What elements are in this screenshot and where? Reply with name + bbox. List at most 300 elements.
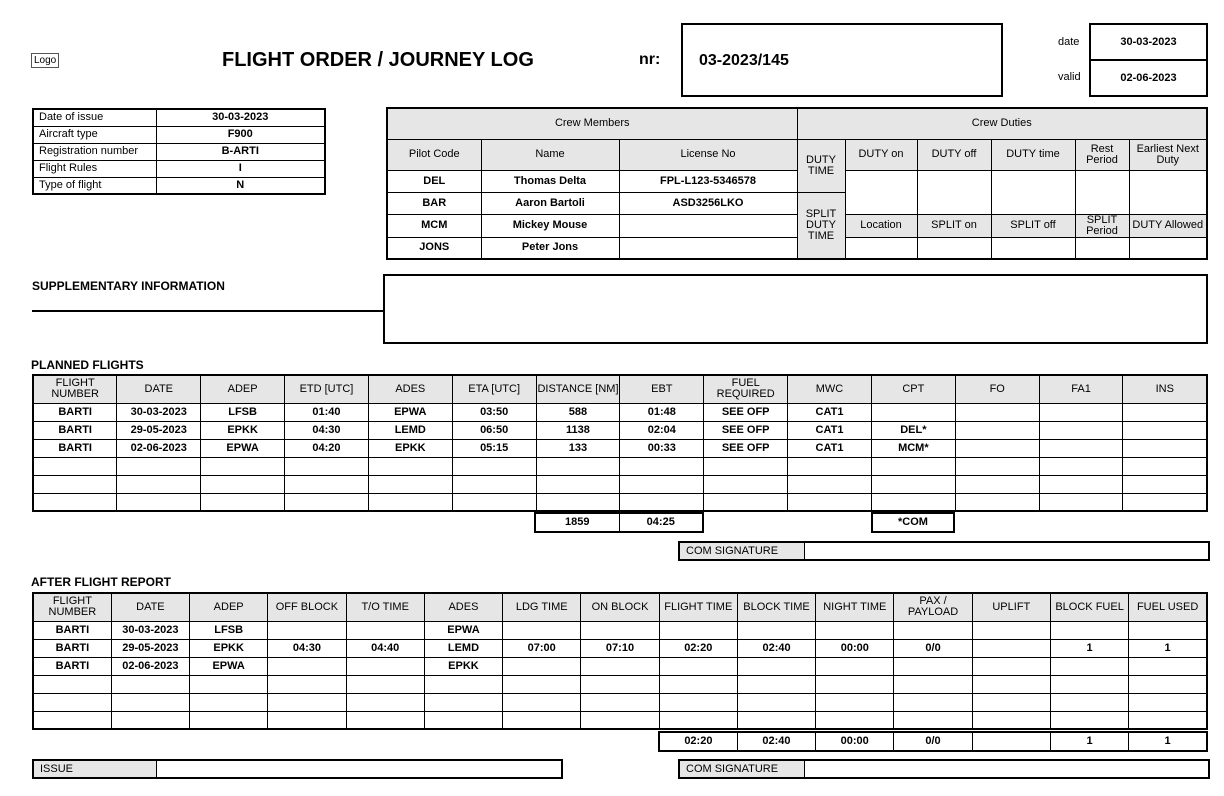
table-cell[interactable]: 07:00 — [503, 639, 581, 657]
valid-value[interactable]: 02-06-2023 — [1090, 60, 1207, 96]
table-cell[interactable] — [1123, 439, 1207, 457]
after-total-cell: 1 — [1129, 732, 1207, 751]
page-title: FLIGHT ORDER / JOURNEY LOG — [222, 49, 534, 71]
crew-license: ASD3256LKO — [619, 192, 797, 214]
table-cell[interactable] — [117, 457, 201, 475]
after-totals — [658, 731, 1208, 752]
crew-license — [619, 237, 797, 259]
table-cell[interactable] — [33, 675, 111, 693]
after-com-signature — [678, 759, 1210, 779]
date-value[interactable]: 30-03-2023 — [1090, 24, 1207, 60]
duty-header-time: DUTY time — [991, 139, 1075, 170]
table-cell[interactable]: 07:10 — [581, 639, 659, 657]
table-cell[interactable]: 30-03-2023 — [117, 403, 201, 421]
table-cell[interactable] — [620, 457, 704, 475]
table-row — [33, 693, 1207, 711]
table-cell[interactable] — [268, 693, 346, 711]
table-cell[interactable] — [581, 657, 659, 675]
table-cell[interactable] — [871, 493, 955, 511]
table-cell[interactable] — [268, 621, 346, 639]
table-cell[interactable] — [581, 621, 659, 639]
duty-header-rest: Rest Period — [1075, 139, 1129, 170]
date-valid-table — [1089, 23, 1208, 97]
table-cell[interactable]: 02-06-2023 — [117, 439, 201, 457]
nr-value: 03-2023/145 — [699, 52, 789, 69]
table-cell[interactable]: BARTI — [33, 403, 117, 421]
aircraft-info-label: Registration number — [33, 143, 156, 160]
table-cell[interactable] — [503, 657, 581, 675]
total-ebt: 04:25 — [619, 513, 703, 532]
planned-header: ETA [UTC] — [452, 375, 536, 403]
table-cell[interactable]: 1138 — [536, 421, 620, 439]
planned-header: CPT — [871, 375, 955, 403]
aircraft-info-row — [33, 160, 325, 177]
crew-code: JONS — [387, 237, 481, 259]
duty-time-label: DUTY TIME — [797, 139, 845, 192]
aircraft-info-label: Date of issue — [33, 109, 156, 126]
table-cell[interactable] — [1039, 439, 1123, 457]
table-cell[interactable] — [1039, 475, 1123, 493]
table-cell[interactable] — [581, 693, 659, 711]
table-cell[interactable]: EPKK — [190, 639, 268, 657]
table-cell[interactable] — [871, 475, 955, 493]
planned-header: FA1 — [1039, 375, 1123, 403]
table-cell[interactable] — [424, 675, 502, 693]
table-cell[interactable] — [1123, 457, 1207, 475]
table-cell[interactable]: 02-06-2023 — [111, 657, 189, 675]
table-cell[interactable]: 04:20 — [285, 439, 369, 457]
split-off-cell[interactable] — [991, 237, 1075, 259]
split-header-period: SPLIT Period — [1075, 214, 1129, 237]
table-cell[interactable] — [346, 621, 424, 639]
com-signature-label: COM SIGNATURE — [679, 760, 804, 778]
table-cell[interactable]: BARTI — [33, 421, 117, 439]
table-cell[interactable]: 01:40 — [285, 403, 369, 421]
table-cell[interactable] — [659, 657, 737, 675]
table-cell[interactable] — [1123, 493, 1207, 511]
table-cell[interactable] — [788, 457, 872, 475]
table-cell[interactable] — [503, 711, 581, 729]
crew-name: Thomas Delta — [481, 170, 619, 192]
table-cell[interactable] — [1129, 675, 1207, 693]
after-header: UPLIFT — [972, 593, 1050, 621]
table-cell[interactable] — [1129, 621, 1207, 639]
aircraft-info-table — [32, 108, 326, 195]
table-cell[interactable]: BARTI — [33, 639, 111, 657]
crew-members-title: Crew Members — [387, 108, 797, 139]
planned-flights-title: PLANNED FLIGHTS — [31, 358, 144, 372]
supplementary-title: SUPPLEMENTARY INFORMATION — [32, 279, 225, 293]
crew-duties-title: Crew Duties — [797, 108, 1207, 139]
com-signature-field[interactable] — [804, 760, 1209, 778]
table-cell[interactable] — [1039, 493, 1123, 511]
table-cell[interactable]: 00:00 — [816, 639, 894, 657]
crew-name: Mickey Mouse — [481, 214, 619, 237]
table-cell[interactable] — [1050, 693, 1128, 711]
table-cell[interactable]: EPWA — [190, 657, 268, 675]
after-total-cell: 02:20 — [659, 732, 737, 751]
table-cell[interactable]: MCM* — [871, 439, 955, 457]
crew-code: MCM — [387, 214, 481, 237]
table-cell[interactable] — [620, 493, 704, 511]
table-cell[interactable] — [737, 657, 815, 675]
table-cell[interactable] — [816, 711, 894, 729]
table-cell[interactable] — [1123, 475, 1207, 493]
table-cell[interactable]: 133 — [536, 439, 620, 457]
table-cell[interactable] — [737, 675, 815, 693]
table-cell[interactable] — [894, 693, 972, 711]
table-cell[interactable] — [894, 657, 972, 675]
table-cell[interactable] — [201, 493, 285, 511]
table-cell[interactable] — [955, 439, 1039, 457]
table-cell[interactable]: CAT1 — [788, 421, 872, 439]
table-cell[interactable] — [1123, 403, 1207, 421]
table-cell[interactable] — [659, 693, 737, 711]
after-flight-title: AFTER FLIGHT REPORT — [31, 575, 171, 589]
table-row — [33, 657, 1207, 675]
table-cell[interactable] — [368, 493, 452, 511]
nr-box[interactable] — [681, 23, 1003, 97]
split-location-cell[interactable] — [845, 237, 917, 259]
after-header: OFF BLOCK — [268, 593, 346, 621]
crew-header-name: Name — [481, 139, 619, 170]
crew-header-license: License No — [619, 139, 797, 170]
table-cell[interactable] — [972, 639, 1050, 657]
table-cell[interactable] — [972, 621, 1050, 639]
table-cell[interactable] — [871, 403, 955, 421]
table-cell[interactable] — [894, 675, 972, 693]
table-cell[interactable] — [1050, 675, 1128, 693]
planned-header: ADEP — [201, 375, 285, 403]
table-cell[interactable] — [503, 675, 581, 693]
com-note: *COM — [872, 513, 954, 532]
com-signature-field[interactable] — [804, 542, 1209, 560]
table-cell[interactable]: CAT1 — [788, 439, 872, 457]
table-cell[interactable]: 06:50 — [452, 421, 536, 439]
table-cell[interactable] — [424, 693, 502, 711]
table-cell[interactable] — [33, 493, 117, 511]
table-cell[interactable]: 04:30 — [268, 639, 346, 657]
table-cell[interactable]: SEE OFP — [704, 421, 788, 439]
split-on-cell[interactable] — [917, 237, 991, 259]
table-cell[interactable] — [424, 711, 502, 729]
planned-flights-table — [32, 374, 1208, 512]
planned-header: FUEL REQUIRED — [704, 375, 788, 403]
issue-field[interactable] — [156, 760, 562, 778]
table-cell[interactable] — [581, 711, 659, 729]
table-cell[interactable] — [1129, 657, 1207, 675]
after-flight-table — [32, 592, 1208, 730]
after-header: FLIGHT TIME — [659, 593, 737, 621]
table-cell[interactable] — [737, 693, 815, 711]
duty-time-cell[interactable] — [991, 170, 1075, 214]
table-cell[interactable] — [1123, 421, 1207, 439]
duty-next-cell[interactable] — [1129, 170, 1207, 214]
table-cell[interactable] — [788, 475, 872, 493]
table-cell[interactable] — [581, 675, 659, 693]
table-cell[interactable]: 02:04 — [620, 421, 704, 439]
duty-rest-cell[interactable] — [1075, 170, 1129, 214]
table-cell[interactable] — [972, 675, 1050, 693]
table-cell[interactable] — [503, 693, 581, 711]
crew-header-pilot-code: Pilot Code — [387, 139, 481, 170]
table-cell[interactable]: 01:48 — [620, 403, 704, 421]
table-cell[interactable]: 30-03-2023 — [111, 621, 189, 639]
table-cell[interactable]: 1 — [1050, 639, 1128, 657]
aircraft-info-value[interactable]: 30-03-2023 — [156, 109, 325, 126]
after-header: BLOCK TIME — [737, 593, 815, 621]
table-row — [33, 457, 1207, 475]
table-cell[interactable] — [346, 693, 424, 711]
table-cell[interactable] — [972, 693, 1050, 711]
table-cell[interactable] — [1050, 657, 1128, 675]
table-cell[interactable] — [503, 621, 581, 639]
split-header-on: SPLIT on — [917, 214, 991, 237]
table-row — [33, 439, 1207, 457]
table-cell[interactable]: DEL* — [871, 421, 955, 439]
table-cell[interactable] — [659, 621, 737, 639]
table-cell[interactable]: 588 — [536, 403, 620, 421]
table-cell[interactable]: CAT1 — [788, 403, 872, 421]
table-cell[interactable] — [1129, 693, 1207, 711]
table-cell[interactable] — [190, 675, 268, 693]
table-cell[interactable] — [33, 457, 117, 475]
table-cell[interactable] — [117, 493, 201, 511]
supplementary-box[interactable] — [383, 274, 1208, 344]
table-cell[interactable] — [346, 711, 424, 729]
aircraft-info-value[interactable]: N — [156, 177, 325, 194]
table-cell[interactable]: 1 — [1129, 639, 1207, 657]
split-header-allowed: DUTY Allowed — [1129, 214, 1207, 237]
table-cell[interactable] — [1039, 457, 1123, 475]
table-cell[interactable]: 04:40 — [346, 639, 424, 657]
table-cell[interactable]: LFSB — [190, 621, 268, 639]
table-cell[interactable] — [346, 657, 424, 675]
table-cell[interactable] — [737, 711, 815, 729]
table-cell[interactable] — [871, 457, 955, 475]
table-cell[interactable] — [955, 493, 1039, 511]
duty-off-cell[interactable] — [917, 170, 991, 214]
planned-com-signature — [678, 541, 1210, 561]
table-cell[interactable] — [1129, 711, 1207, 729]
table-cell[interactable] — [452, 493, 536, 511]
after-total-cell: 02:40 — [737, 732, 815, 751]
table-row — [33, 421, 1207, 439]
after-header: FUEL USED — [1129, 593, 1207, 621]
table-cell[interactable] — [955, 475, 1039, 493]
table-cell[interactable] — [33, 693, 111, 711]
crew-name: Peter Jons — [481, 237, 619, 259]
table-cell[interactable] — [704, 475, 788, 493]
table-cell[interactable] — [816, 693, 894, 711]
aircraft-info-row — [33, 109, 325, 126]
table-cell[interactable]: SEE OFP — [704, 439, 788, 457]
table-cell[interactable]: BARTI — [33, 439, 117, 457]
table-cell[interactable] — [536, 457, 620, 475]
table-cell[interactable] — [659, 675, 737, 693]
table-cell[interactable] — [368, 457, 452, 475]
table-cell[interactable] — [955, 403, 1039, 421]
table-cell[interactable] — [268, 675, 346, 693]
after-header: T/O TIME — [346, 593, 424, 621]
duty-header-off: DUTY off — [917, 139, 991, 170]
table-cell[interactable] — [285, 457, 369, 475]
table-cell[interactable] — [816, 657, 894, 675]
duty-on-cell[interactable] — [845, 170, 917, 214]
split-header-off: SPLIT off — [991, 214, 1075, 237]
table-cell[interactable] — [704, 457, 788, 475]
table-row — [33, 711, 1207, 729]
crew-license: FPL-L123-5346578 — [619, 170, 797, 192]
aircraft-info-row — [33, 143, 325, 160]
table-cell[interactable] — [536, 493, 620, 511]
after-header: LDG TIME — [503, 593, 581, 621]
table-cell[interactable]: LEMD — [424, 639, 502, 657]
duty-header-on: DUTY on — [845, 139, 917, 170]
table-cell[interactable] — [788, 493, 872, 511]
table-cell[interactable] — [1050, 711, 1128, 729]
table-cell[interactable]: 00:33 — [620, 439, 704, 457]
table-cell[interactable]: EPWA — [424, 621, 502, 639]
table-cell[interactable]: BARTI — [33, 621, 111, 639]
table-cell[interactable]: SEE OFP — [704, 403, 788, 421]
after-total-cell — [972, 732, 1050, 751]
aircraft-info-value[interactable]: F900 — [156, 126, 325, 143]
after-header: NIGHT TIME — [816, 593, 894, 621]
table-cell[interactable] — [190, 693, 268, 711]
crew-table — [386, 107, 1208, 260]
table-row — [33, 475, 1207, 493]
after-header: BLOCK FUEL — [1050, 593, 1128, 621]
split-period-cell[interactable] — [1075, 237, 1129, 259]
crew-code: BAR — [387, 192, 481, 214]
split-duty-label: SPLIT DUTY TIME — [797, 192, 845, 259]
table-cell[interactable] — [536, 475, 620, 493]
table-cell[interactable] — [268, 711, 346, 729]
planned-header: DISTANCE [NM] — [536, 375, 620, 403]
table-cell[interactable] — [33, 475, 117, 493]
table-cell[interactable]: EPWA — [368, 403, 452, 421]
split-allowed-cell[interactable] — [1129, 237, 1207, 259]
aircraft-info-label: Flight Rules — [33, 160, 156, 177]
planned-header: DATE — [117, 375, 201, 403]
aircraft-info-label: Aircraft type — [33, 126, 156, 143]
table-cell[interactable] — [955, 457, 1039, 475]
table-cell[interactable] — [285, 475, 369, 493]
after-header: FLIGHT NUMBER — [33, 593, 111, 621]
table-cell[interactable]: LEMD — [368, 421, 452, 439]
nr-label: nr: — [639, 51, 661, 68]
crew-name: Aaron Bartoli — [481, 192, 619, 214]
table-cell[interactable] — [1039, 421, 1123, 439]
table-cell[interactable] — [201, 475, 285, 493]
planned-totals — [534, 512, 704, 533]
after-total-cell: 00:00 — [816, 732, 894, 751]
table-cell[interactable]: EPKK — [424, 657, 502, 675]
table-cell[interactable]: 04:30 — [285, 421, 369, 439]
table-cell[interactable]: 29-05-2023 — [111, 639, 189, 657]
table-cell[interactable] — [955, 421, 1039, 439]
table-cell[interactable] — [111, 675, 189, 693]
table-cell[interactable] — [452, 457, 536, 475]
planned-header: ADES — [368, 375, 452, 403]
table-cell[interactable] — [346, 675, 424, 693]
table-cell[interactable]: 02:20 — [659, 639, 737, 657]
table-row — [33, 403, 1207, 421]
aircraft-info-value[interactable]: B-ARTI — [156, 143, 325, 160]
crew-code: DEL — [387, 170, 481, 192]
table-cell[interactable] — [268, 657, 346, 675]
table-cell[interactable] — [620, 475, 704, 493]
table-cell[interactable] — [452, 475, 536, 493]
after-header: ADEP — [190, 593, 268, 621]
after-header: DATE — [111, 593, 189, 621]
planned-header: FO — [955, 375, 1039, 403]
table-row — [33, 675, 1207, 693]
com-note-table — [871, 512, 955, 533]
planned-header: FLIGHT NUMBER — [33, 375, 117, 403]
table-cell[interactable] — [33, 711, 111, 729]
supplementary-underline — [32, 310, 384, 312]
aircraft-info-label: Type of flight — [33, 177, 156, 194]
table-cell[interactable]: 29-05-2023 — [117, 421, 201, 439]
table-cell[interactable] — [190, 711, 268, 729]
table-cell[interactable] — [704, 493, 788, 511]
table-cell[interactable] — [972, 657, 1050, 675]
table-cell[interactable] — [201, 457, 285, 475]
after-header: ADES — [424, 593, 502, 621]
after-header: PAX / PAYLOAD — [894, 593, 972, 621]
table-cell[interactable] — [1039, 403, 1123, 421]
table-cell[interactable] — [1050, 621, 1128, 639]
table-cell[interactable] — [111, 693, 189, 711]
table-cell[interactable] — [894, 711, 972, 729]
after-header: ON BLOCK — [581, 593, 659, 621]
table-cell[interactable]: LFSB — [201, 403, 285, 421]
table-cell[interactable] — [972, 711, 1050, 729]
table-cell[interactable] — [659, 711, 737, 729]
date-label: date — [1058, 36, 1080, 48]
table-cell[interactable]: EPWA — [201, 439, 285, 457]
table-cell[interactable] — [816, 675, 894, 693]
table-cell[interactable]: BARTI — [33, 657, 111, 675]
table-cell[interactable] — [816, 621, 894, 639]
planned-header: EBT — [620, 375, 704, 403]
valid-label: valid — [1058, 71, 1081, 83]
total-distance: 1859 — [535, 513, 619, 532]
issue-table — [32, 759, 563, 779]
table-cell[interactable]: EPKK — [201, 421, 285, 439]
aircraft-info-row — [33, 177, 325, 194]
table-cell[interactable]: 03:50 — [452, 403, 536, 421]
table-cell[interactable]: 0/0 — [894, 639, 972, 657]
table-cell[interactable] — [117, 475, 201, 493]
table-cell[interactable]: 05:15 — [452, 439, 536, 457]
after-total-cell: 0/0 — [894, 732, 972, 751]
table-row — [33, 639, 1207, 657]
table-cell[interactable]: EPKK — [368, 439, 452, 457]
table-cell[interactable] — [737, 621, 815, 639]
table-cell[interactable] — [894, 621, 972, 639]
duty-header-next: Earliest Next Duty — [1129, 139, 1207, 170]
table-cell[interactable] — [368, 475, 452, 493]
aircraft-info-value[interactable]: I — [156, 160, 325, 177]
table-cell[interactable] — [111, 711, 189, 729]
table-cell[interactable] — [285, 493, 369, 511]
table-cell[interactable]: 02:40 — [737, 639, 815, 657]
planned-header: ETD [UTC] — [285, 375, 369, 403]
planned-header: INS — [1123, 375, 1207, 403]
